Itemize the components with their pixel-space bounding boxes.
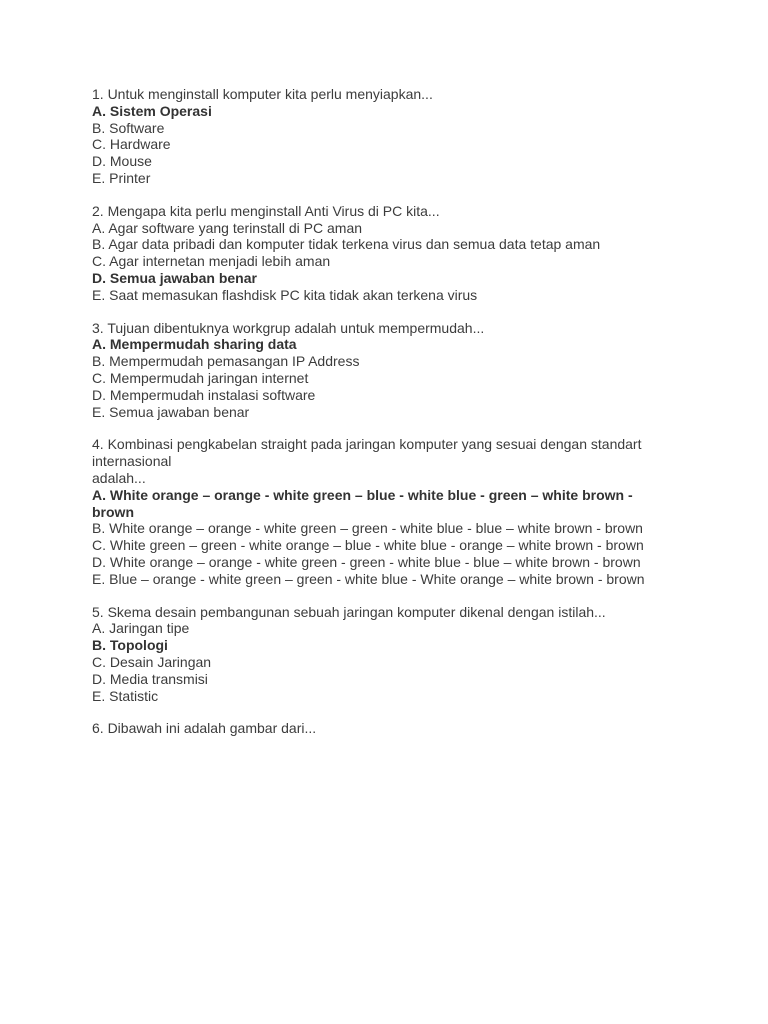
answer-option: E. Blue – orange - white green – green - white blue - White orange – white brown - brown: [92, 570, 645, 587]
question-3: [92, 320, 672, 421]
answer-option: A. Jaringan tipe: [92, 620, 190, 637]
answer-option-correct: B. Topologi: [92, 637, 168, 654]
answer-option-correct: A. Mempermudah sharing data: [92, 336, 297, 353]
question-text-continued: adalah...: [92, 469, 146, 486]
answer-option: C. Desain Jaringan: [92, 653, 212, 670]
answer-option: A. Agar software yang terinstall di PC aman: [92, 219, 363, 236]
answer-option-correct: A. White orange – orange - white green – blue - white blue - green – white brown - brown: [92, 486, 633, 520]
answer-option-correct: D. Semua jawaban benar: [92, 269, 257, 286]
answer-option: E. Semua jawaban benar: [92, 403, 250, 420]
question-text: 3. Tujuan dibentuknya workgrup adalah untuk mempermudah...: [92, 319, 485, 336]
question-1: [92, 86, 672, 187]
question-text: 4. Kombinasi pengkabelan straight pada jaringan komputer yang sesuai dengan standart internasional: [92, 436, 642, 470]
answer-option-correct: A. Sistem Operasi: [92, 102, 212, 119]
answer-option: C. Agar internetan menjadi lebih aman: [92, 253, 331, 270]
answer-option: B. Software: [92, 119, 165, 136]
answer-option: D. Mouse: [92, 153, 152, 170]
answer-option: B. Agar data pribadi dan komputer tidak terkena virus dan semua data tetap aman: [92, 236, 601, 253]
answer-option: D. Media transmisi: [92, 670, 208, 687]
answer-option: C. Hardware: [92, 136, 171, 153]
answer-option: D. White orange – orange - white green - green - white blue - blue – white brown - brown: [92, 553, 641, 570]
document-page: [92, 86, 672, 753]
question-5: [92, 604, 672, 705]
answer-option: D. Mempermudah instalasi software: [92, 386, 316, 403]
question-6: [92, 720, 672, 737]
answer-option: E. Statistic: [92, 687, 159, 704]
question-text: 2. Mengapa kita perlu menginstall Anti Virus di PC kita...: [92, 202, 440, 219]
question-2: [92, 203, 672, 304]
question-text: 1. Untuk menginstall komputer kita perlu menyiapkan...: [92, 86, 433, 102]
answer-option: E. Printer: [92, 169, 151, 186]
question-4: [92, 436, 672, 587]
answer-option: B. Mempermudah pemasangan IP Address: [92, 353, 360, 370]
answer-option: C. Mempermudah jaringan internet: [92, 369, 309, 386]
question-text: 6. Dibawah ini adalah gambar dari...: [92, 720, 317, 737]
answer-option: B. White orange – orange - white green – green - white blue - blue – white brown - brown: [92, 520, 643, 537]
question-text: 5. Skema desain pembangunan sebuah jaringan komputer dikenal dengan istilah...: [92, 603, 606, 620]
answer-option: C. White green – green - white orange – blue - white blue - orange – white brown - brown: [92, 537, 644, 554]
answer-option: E. Saat memasukan flashdisk PC kita tidak akan terkena virus: [92, 286, 478, 303]
